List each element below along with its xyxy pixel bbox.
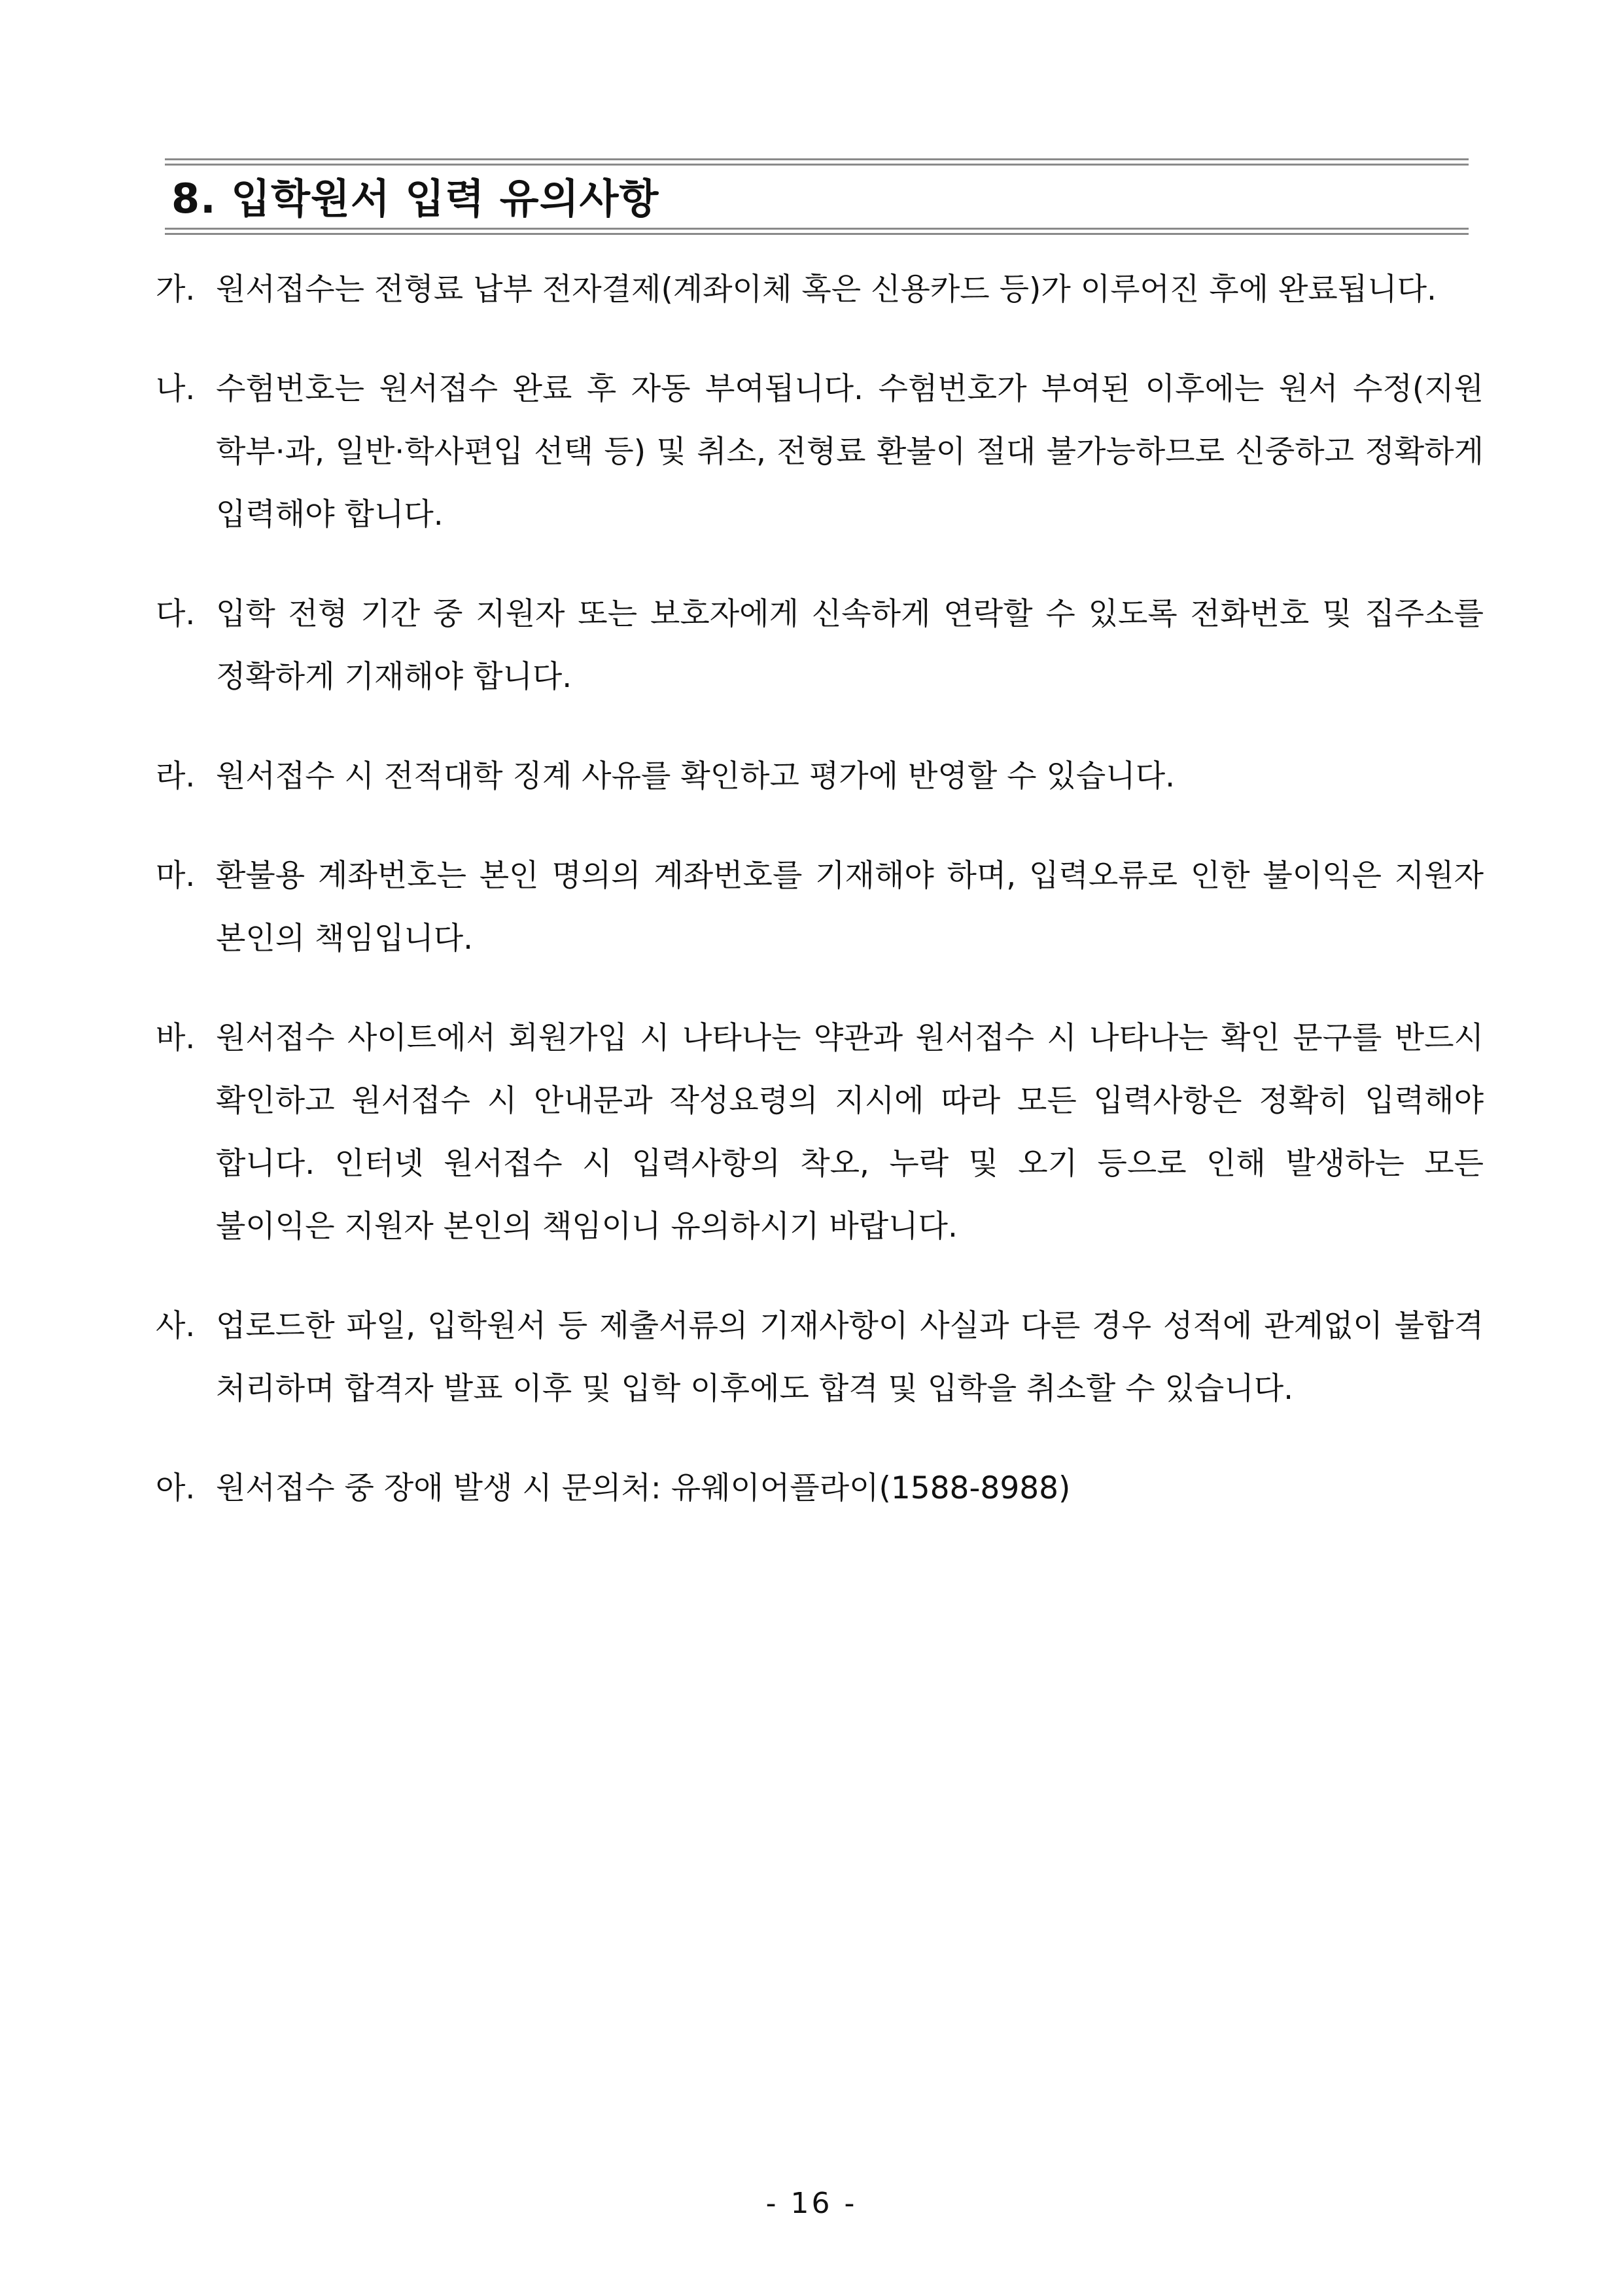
notice-text: 원서접수 중 장애 발생 시 문의처: 유웨이어플라이(1588-8988)	[216, 1470, 1071, 1506]
notice-item	[156, 845, 1484, 970]
notice-item	[156, 745, 1484, 808]
notice-list	[156, 258, 1484, 1557]
notice-text: 원서접수 시 전적대학 징계 사유를 확인하고 평가에 반영할 수 있습니다.	[216, 758, 1176, 794]
notice-marker: 바.	[156, 1020, 196, 1056]
notice-marker: 사.	[156, 1308, 196, 1344]
heading-bottom-rule-inner	[165, 228, 1469, 230]
notice-text: 입학 전형 기간 중 지원자 또는 보호자에게 신속하게 연락할 수 있도록 전화번호 및 집주소를 정확하게 기재해야 합니다.	[216, 596, 1484, 695]
section-title: 8. 입학원서 입력 유의사항	[171, 175, 659, 222]
notice-item	[156, 258, 1484, 321]
section-heading	[165, 158, 1469, 236]
notice-marker: 다.	[156, 596, 196, 632]
notice-item	[156, 1457, 1484, 1520]
notice-text: 원서접수 사이트에서 회원가입 시 나타나는 약관과 원서접수 시 나타나는 확인 문구를 반드시 확인하고 원서접수 시 안내문과 작성요령의 지시에 따라 모든 입력사항은 정확히 입력해야 합니다. 인터넷 원서접수 시 입력사항의 착오, 누락 및 오기 등으로 인해 발생하는 모든 불이익은 지원자 본인의 책임이니 유의하시기 바랍니다.	[216, 1020, 1484, 1245]
notice-text: 업로드한 파일, 입학원서 등 제출서류의 기재사항이 사실과 다른 경우 성적에 관계없이 불합격 처리하며 합격자 발표 이후 및 입학 이후에도 합격 및 입학을 취소할 수 있습니다.	[216, 1308, 1484, 1407]
notice-marker: 라.	[156, 758, 196, 794]
notice-text: 환불용 계좌번호는 본인 명의의 계좌번호를 기재해야 하며, 입력오류로 인한 불이익은 지원자 본인의 책임입니다.	[216, 858, 1484, 957]
notice-marker: 마.	[156, 858, 196, 894]
heading-bottom-rule	[165, 233, 1469, 235]
heading-top-rule-inner	[165, 164, 1469, 166]
heading-top-rule	[165, 158, 1469, 160]
notice-marker: 가.	[156, 272, 196, 308]
notice-marker: 아.	[156, 1470, 196, 1506]
notice-item	[156, 583, 1484, 709]
notice-text: 수험번호는 원서접수 완료 후 자동 부여됩니다. 수험번호가 부여된 이후에는 원서 수정(지원 학부·과, 일반·학사편입 선택 등) 및 취소, 전형료 환불이 절대 불가능하므로 신중하고 정확하게 입력해야 합니다.	[216, 371, 1484, 533]
notice-text: 원서접수는 전형료 납부 전자결제(계좌이체 혹은 신용카드 등)가 이루어진 후에 완료됩니다.	[216, 272, 1437, 308]
notice-item	[156, 1007, 1484, 1258]
page-number: - 16 -	[765, 2187, 858, 2220]
notice-item	[156, 1295, 1484, 1421]
notice-item	[156, 358, 1484, 546]
notice-marker: 나.	[156, 371, 196, 407]
